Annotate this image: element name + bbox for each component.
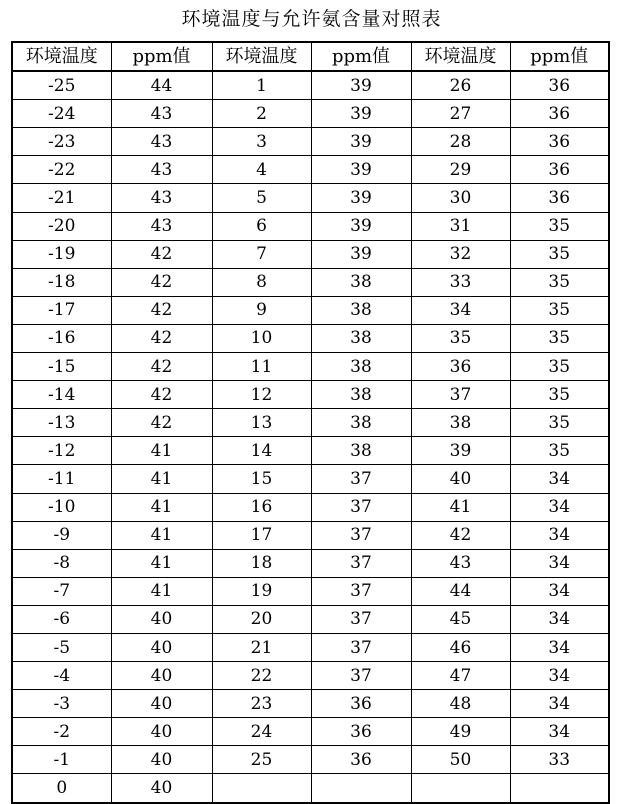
temperature-cell: 33 xyxy=(411,268,510,296)
temperature-cell: -21 xyxy=(12,184,111,212)
temperature-cell: -9 xyxy=(12,521,111,549)
temperature-cell: 46 xyxy=(411,633,510,661)
temperature-cell: 8 xyxy=(212,268,311,296)
temperature-cell: -17 xyxy=(12,296,111,324)
temperature-cell: 5 xyxy=(212,184,311,212)
ppm-cell: 38 xyxy=(311,324,411,352)
temperature-cell: 49 xyxy=(411,718,510,746)
ppm-cell: 37 xyxy=(311,521,411,549)
temperature-cell: -2 xyxy=(12,718,111,746)
ppm-cell: 41 xyxy=(111,577,212,605)
temperature-cell: 47 xyxy=(411,662,510,690)
temperature-cell: 42 xyxy=(411,521,510,549)
ppm-cell: 39 xyxy=(311,240,411,268)
ppm-cell: 43 xyxy=(111,212,212,240)
table-row xyxy=(12,268,609,296)
page-title: 环境温度与允许氨含量对照表 xyxy=(181,8,442,30)
temperature-cell: -24 xyxy=(12,100,111,128)
table-row xyxy=(12,746,609,774)
ppm-cell: 42 xyxy=(111,324,212,352)
header-ppm-2: ppm值 xyxy=(311,42,411,71)
temperature-cell: 32 xyxy=(411,240,510,268)
table-row xyxy=(12,577,609,605)
temperature-cell: 31 xyxy=(411,212,510,240)
temperature-cell: 1 xyxy=(212,71,311,100)
temperature-cell: 18 xyxy=(212,549,311,577)
temperature-cell: 2 xyxy=(212,100,311,128)
temperature-cell: -22 xyxy=(12,156,111,184)
temperature-cell: 37 xyxy=(411,381,510,409)
table-row xyxy=(12,353,609,381)
ppm-cell: 37 xyxy=(311,577,411,605)
temperature-cell: 6 xyxy=(212,212,311,240)
header-temperature-3: 环境温度 xyxy=(411,42,510,71)
ppm-cell: 35 xyxy=(510,212,609,240)
ppm-cell: 41 xyxy=(111,465,212,493)
ppm-cell: 39 xyxy=(311,212,411,240)
header-temperature-2: 环境温度 xyxy=(212,42,311,71)
ppm-cell: 35 xyxy=(510,296,609,324)
ppm-cell: 36 xyxy=(510,156,609,184)
table-row xyxy=(12,465,609,493)
temperature-cell: 0 xyxy=(12,774,111,803)
temperature-cell: 14 xyxy=(212,437,311,465)
temperature-cell: 50 xyxy=(411,746,510,774)
temperature-cell xyxy=(411,774,510,803)
table-row xyxy=(12,549,609,577)
ppm-cell: 42 xyxy=(111,268,212,296)
header-ppm-1: ppm值 xyxy=(111,42,212,71)
temperature-cell: 24 xyxy=(212,718,311,746)
ppm-cell: 40 xyxy=(111,662,212,690)
temperature-cell: 21 xyxy=(212,633,311,661)
temperature-cell: 23 xyxy=(212,690,311,718)
temperature-cell: 3 xyxy=(212,128,311,156)
temperature-cell: 27 xyxy=(411,100,510,128)
table-row xyxy=(12,212,609,240)
temperature-cell xyxy=(212,774,311,803)
ppm-cell: 40 xyxy=(111,774,212,803)
ppm-cell: 43 xyxy=(111,128,212,156)
temperature-cell: -3 xyxy=(12,690,111,718)
table-row xyxy=(12,156,609,184)
temperature-cell: 28 xyxy=(411,128,510,156)
temperature-cell: 10 xyxy=(212,324,311,352)
temperature-cell: 17 xyxy=(212,521,311,549)
ppm-cell: 34 xyxy=(510,718,609,746)
temperature-cell: -5 xyxy=(12,633,111,661)
temperature-cell: 39 xyxy=(411,437,510,465)
ppm-cell: 36 xyxy=(311,718,411,746)
ppm-cell: 42 xyxy=(111,381,212,409)
temperature-cell: 43 xyxy=(411,549,510,577)
table-body xyxy=(12,71,609,802)
table-header xyxy=(12,42,609,71)
ppm-cell: 34 xyxy=(510,633,609,661)
ppm-cell: 34 xyxy=(510,577,609,605)
ppm-cell: 36 xyxy=(311,690,411,718)
temperature-cell: 44 xyxy=(411,577,510,605)
temperature-cell: -11 xyxy=(12,465,111,493)
temperature-cell: 40 xyxy=(411,465,510,493)
ppm-cell: 43 xyxy=(111,184,212,212)
header-ppm-3: ppm值 xyxy=(510,42,609,71)
temperature-cell: -15 xyxy=(12,353,111,381)
temperature-cell: 41 xyxy=(411,493,510,521)
temperature-cell: -10 xyxy=(12,493,111,521)
ppm-cell: 43 xyxy=(111,156,212,184)
temperature-cell: 38 xyxy=(411,409,510,437)
temperature-cell: -1 xyxy=(12,746,111,774)
temperature-cell: 20 xyxy=(212,605,311,633)
ppm-cell: 40 xyxy=(111,605,212,633)
temperature-cell: 34 xyxy=(411,296,510,324)
ppm-cell: 38 xyxy=(311,381,411,409)
temperature-cell: -7 xyxy=(12,577,111,605)
table-row xyxy=(12,633,609,661)
table-row xyxy=(12,240,609,268)
ppm-cell xyxy=(311,774,411,803)
temperature-cell: 16 xyxy=(212,493,311,521)
temperature-cell: -25 xyxy=(12,71,111,100)
ppm-cell: 38 xyxy=(311,353,411,381)
ppm-cell: 39 xyxy=(311,184,411,212)
temperature-cell: 45 xyxy=(411,605,510,633)
ppm-cell: 35 xyxy=(510,353,609,381)
ppm-cell: 40 xyxy=(111,718,212,746)
temperature-cell: -8 xyxy=(12,549,111,577)
ppm-cell: 39 xyxy=(311,71,411,100)
temperature-cell: 9 xyxy=(212,296,311,324)
ppm-cell: 36 xyxy=(510,71,609,100)
ppm-cell: 37 xyxy=(311,465,411,493)
table-row xyxy=(12,493,609,521)
ppm-cell: 35 xyxy=(510,240,609,268)
ppm-cell: 41 xyxy=(111,437,212,465)
header-row xyxy=(12,42,609,71)
ppm-cell: 42 xyxy=(111,353,212,381)
ppm-cell: 34 xyxy=(510,493,609,521)
temperature-cell: 13 xyxy=(212,409,311,437)
ppm-cell: 35 xyxy=(510,409,609,437)
temperature-cell: 11 xyxy=(212,353,311,381)
ppm-cell: 34 xyxy=(510,549,609,577)
temperature-cell: -6 xyxy=(12,605,111,633)
ppm-cell: 38 xyxy=(311,296,411,324)
table-row xyxy=(12,71,609,100)
table-row xyxy=(12,184,609,212)
table-row xyxy=(12,662,609,690)
ppm-cell: 35 xyxy=(510,381,609,409)
ppm-cell: 35 xyxy=(510,437,609,465)
table-row xyxy=(12,718,609,746)
ppm-cell: 37 xyxy=(311,549,411,577)
ppm-cell: 38 xyxy=(311,437,411,465)
table-row xyxy=(12,605,609,633)
table-row xyxy=(12,521,609,549)
temperature-cell: 35 xyxy=(411,324,510,352)
ppm-cell: 36 xyxy=(510,100,609,128)
ppm-cell: 34 xyxy=(510,605,609,633)
temperature-cell: 30 xyxy=(411,184,510,212)
ppm-cell: 35 xyxy=(510,324,609,352)
ppm-cell: 44 xyxy=(111,71,212,100)
temperature-cell: -12 xyxy=(12,437,111,465)
table-row xyxy=(12,381,609,409)
temperature-cell: -16 xyxy=(12,324,111,352)
ppm-cell: 39 xyxy=(311,128,411,156)
ppm-cell: 37 xyxy=(311,662,411,690)
ppm-cell: 36 xyxy=(510,184,609,212)
table-row xyxy=(12,128,609,156)
table-row xyxy=(12,324,609,352)
ppm-cell: 40 xyxy=(111,690,212,718)
ppm-cell: 34 xyxy=(510,465,609,493)
ppm-cell: 40 xyxy=(111,746,212,774)
ppm-cell: 37 xyxy=(311,633,411,661)
ppm-cell: 39 xyxy=(311,156,411,184)
ppm-cell: 38 xyxy=(311,409,411,437)
ppm-cell: 40 xyxy=(111,633,212,661)
temperature-cell: 22 xyxy=(212,662,311,690)
ppm-cell: 34 xyxy=(510,690,609,718)
temperature-cell: 7 xyxy=(212,240,311,268)
ppm-cell: 41 xyxy=(111,493,212,521)
table-row xyxy=(12,409,609,437)
temperature-cell: -20 xyxy=(12,212,111,240)
temperature-cell: -14 xyxy=(12,381,111,409)
temperature-cell: 15 xyxy=(212,465,311,493)
ppm-cell: 42 xyxy=(111,296,212,324)
temperature-cell: 25 xyxy=(212,746,311,774)
ppm-cell: 36 xyxy=(510,128,609,156)
ppm-cell: 37 xyxy=(311,493,411,521)
temperature-cell: 12 xyxy=(212,381,311,409)
temperature-cell: -18 xyxy=(12,268,111,296)
header-temperature-1: 环境温度 xyxy=(12,42,111,71)
ppm-cell: 42 xyxy=(111,409,212,437)
temperature-cell: 36 xyxy=(411,353,510,381)
ppm-cell: 37 xyxy=(311,605,411,633)
ppm-cell: 34 xyxy=(510,521,609,549)
temperature-cell: 26 xyxy=(411,71,510,100)
ppm-cell: 42 xyxy=(111,240,212,268)
table-row xyxy=(12,100,609,128)
table-row xyxy=(12,437,609,465)
ppm-cell: 43 xyxy=(111,100,212,128)
temperature-cell: 4 xyxy=(212,156,311,184)
ppm-cell: 38 xyxy=(311,268,411,296)
ppm-cell: 41 xyxy=(111,549,212,577)
temperature-cell: -23 xyxy=(12,128,111,156)
temperature-ammonia-table xyxy=(11,41,610,804)
ppm-cell: 35 xyxy=(510,268,609,296)
temperature-cell: 29 xyxy=(411,156,510,184)
temperature-cell: -13 xyxy=(12,409,111,437)
ppm-cell xyxy=(510,774,609,803)
ppm-cell: 36 xyxy=(311,746,411,774)
table-row xyxy=(12,296,609,324)
ppm-cell: 33 xyxy=(510,746,609,774)
temperature-cell: 48 xyxy=(411,690,510,718)
ppm-cell: 34 xyxy=(510,662,609,690)
temperature-cell: -4 xyxy=(12,662,111,690)
table-row xyxy=(12,774,609,803)
temperature-cell: 19 xyxy=(212,577,311,605)
ppm-cell: 41 xyxy=(111,521,212,549)
table-row xyxy=(12,690,609,718)
ppm-cell: 39 xyxy=(311,100,411,128)
temperature-cell: -19 xyxy=(12,240,111,268)
